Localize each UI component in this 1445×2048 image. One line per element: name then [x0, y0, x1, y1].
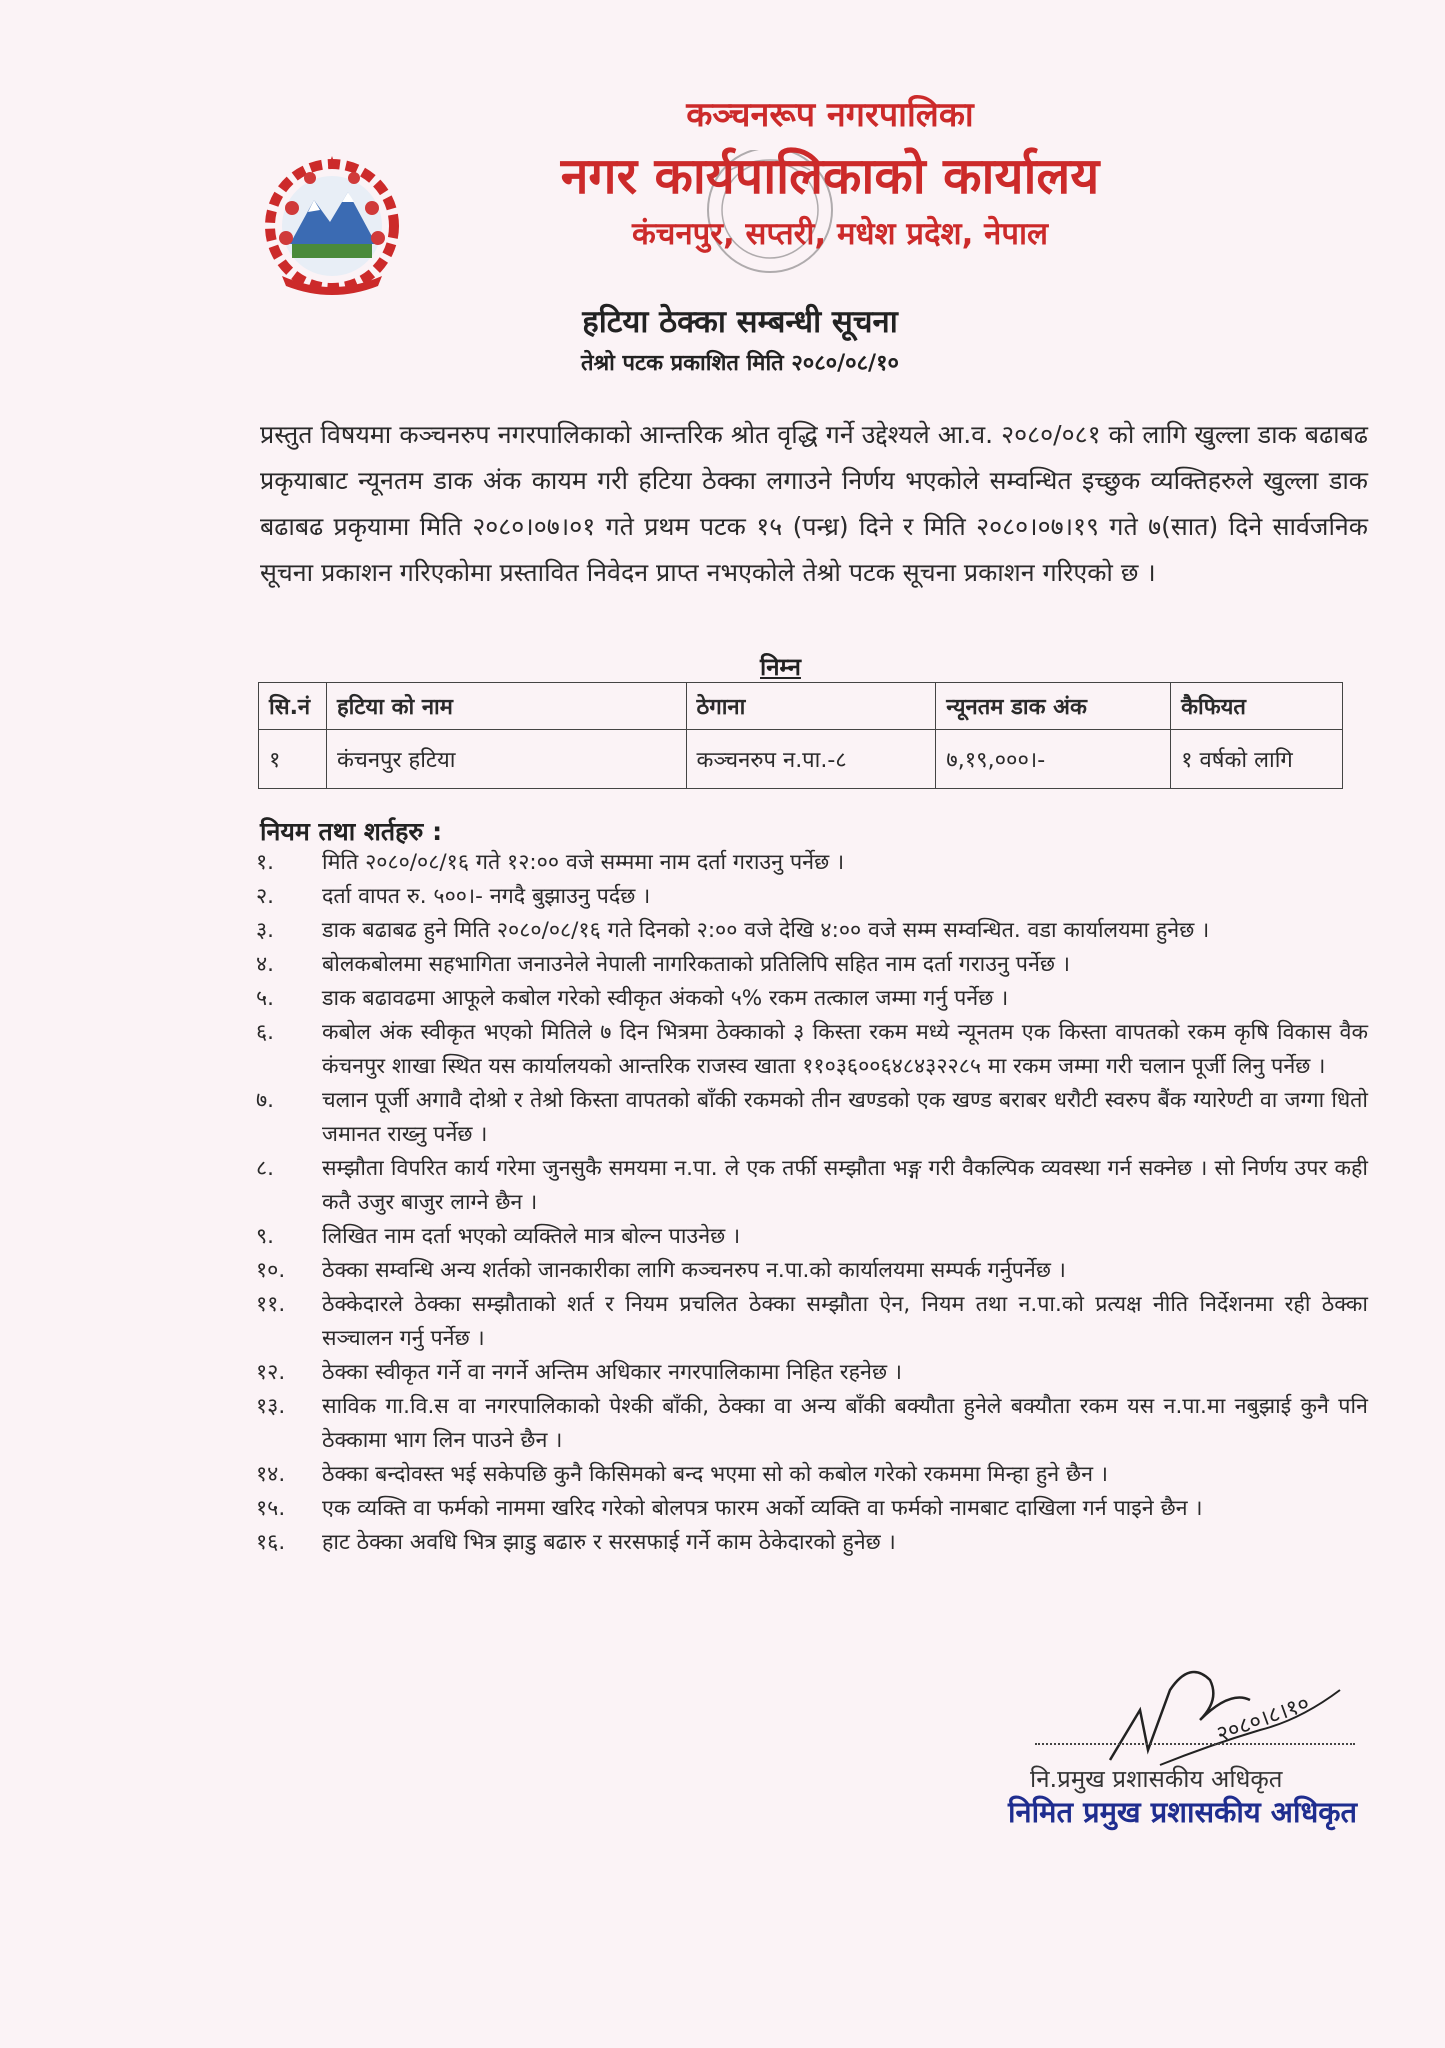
- rule-item: [256, 1254, 1368, 1288]
- rule-number: १५.: [256, 1496, 286, 1521]
- table-cell: १ वर्षको लागि: [1171, 730, 1343, 789]
- rule-number: ११.: [256, 1292, 286, 1317]
- rule-number: १०.: [256, 1258, 286, 1283]
- rule-item: [256, 1152, 1368, 1220]
- table-cell: १: [259, 730, 327, 789]
- rule-number: ३.: [256, 918, 275, 943]
- rule-item: [256, 880, 1368, 914]
- rule-item: [256, 1492, 1368, 1526]
- rule-number: ४.: [256, 952, 275, 977]
- notice-subtitle: तेश्रो पटक प्रकाशित मिति २०८०/०८/१०: [581, 351, 899, 376]
- rules-heading: नियम तथा शर्तहरु :: [260, 817, 443, 846]
- rule-number: १२.: [256, 1360, 286, 1385]
- rule-text: चलान पूर्जी अगावै दोश्रो र तेश्रो किस्ता वापतको बाँकी रकमको तीन खण्डको एक खण्ड बराबर धरौटी स्वरुप बैंक ग्यारेण्टी वा जग्गा धितो जमानत राख्नु पर्नेछ ।: [322, 1088, 1368, 1147]
- rule-item: [256, 1458, 1368, 1492]
- rule-number: १३.: [256, 1394, 286, 1419]
- rule-item: [256, 1390, 1368, 1458]
- municipality-name: कञ्चनरूप नगरपालिका: [686, 95, 974, 135]
- rule-item: [256, 1220, 1368, 1254]
- table-cell: कंचनपुर हटिया: [326, 730, 686, 789]
- rule-text: डाक बढाबढ हुने मिति २०८०/०८/१६ गते दिनको २:०० वजे देखि ४:०० वजे सम्म सम्वन्धित. वडा कार्यालयमा हुनेछ ।: [322, 918, 1210, 943]
- rule-text: ठेक्का सम्वन्धि अन्य शर्तको जानकारीका लागि कञ्चनरुप न.पा.को कार्यालयमा सम्पर्क गर्नुपर्नेछ ।: [322, 1258, 1066, 1283]
- rule-number: ६.: [256, 1020, 275, 1045]
- table-header-cell: न्यूनतम डाक अंक: [936, 683, 1171, 730]
- signature-date: २०८०।८।१०: [1213, 1691, 1313, 1748]
- rule-item: [256, 1526, 1368, 1560]
- rule-item: [256, 948, 1368, 982]
- signature-line: [1035, 1743, 1355, 1745]
- rule-text: ठेक्का बन्दोवस्त भई सकेपछि कुनै किसिमको बन्द भएमा सो को कबोल गरेको रकममा मिन्हा हुने छैन ।: [322, 1462, 1109, 1487]
- rule-number: ८.: [256, 1156, 275, 1181]
- rule-number: ७.: [256, 1088, 275, 1113]
- rule-text: बोलकबोलमा सहभागिता जनाउनेले नेपाली नागरिकताको प्रतिलिपि सहित नाम दर्ता गराउनु पर्नेछ ।: [322, 952, 1070, 977]
- rule-text: एक व्यक्ति वा फर्मको नाममा खरिद गरेको बोलपत्र फारम अर्को व्यक्ति वा फर्मको नामबाट दाखिला गर्न पाइने छैन ।: [322, 1496, 1203, 1521]
- rule-text: ठेक्का स्वीकृत गर्ने वा नगर्ने अन्तिम अधिकार नगरपालिकामा निहित रहनेछ ।: [322, 1360, 903, 1385]
- rule-text: साविक गा.वि.स वा नगरपालिकाको पेश्की बाँकी, ठेक्का वा अन्य बाँकी बक्यौता हुनेले बक्यौता रकम यस न.पा.मा नबुझाई कुनै पनि ठेक्कामा भाग लिन पाउने छैन ।: [322, 1394, 1368, 1453]
- office-address: कंचनपुर, सप्तरी, मधेश प्रदेश, नेपाल: [631, 216, 1049, 252]
- table-header-cell: ठेगाना: [686, 683, 936, 730]
- rule-item: [256, 1016, 1368, 1084]
- rule-number: ५.: [256, 986, 275, 1011]
- nepal-emblem-icon: [252, 148, 412, 300]
- rule-number: १४.: [256, 1462, 286, 1487]
- signer-title: नि.प्रमुख प्रशासकीय अधिकृत: [1030, 1765, 1283, 1793]
- notice-intro-paragraph: प्रस्तुत विषयमा कञ्चनरुप नगरपालिकाको आन्तरिक श्रोत वृद्धि गर्ने उद्देश्यले आ.व. २०८०/०८१ को लागि खुल्ला डाक बढाबढ प्रकृयाबाट न्यूनतम डाक अंक कायम गरी हटिया ठेक्का लगाउने निर्णय भएकोले सम्वन्धित इच्छुक व्यक्तिहरुले खुल्ला डाक बढाबढ प्रकृयामा मिति २०८०।०७।०१ गते प्रथम पटक १५ (पन्ध्र) दिने र मिति २०८०।०७।१९ गते ७(सात) दिने सार्वजनिक सूचना प्रकाशन गरिएकोमा प्रस्तावित निवेदन प्राप्त नभएकोले तेश्रो पटक सूचना प्रकाशन गरिएको छ ।: [260, 420, 1368, 587]
- rule-text: डाक बढावढमा आफूले कबोल गरेको स्वीकृत अंकको ५% रकम तत्काल जम्मा गर्नु पर्नेछ ।: [322, 986, 1009, 1011]
- rule-item: [256, 1356, 1368, 1390]
- rule-item: [256, 1084, 1368, 1152]
- notice-title: हटिया ठेक्का सम्बन्धी सूचना: [582, 304, 898, 340]
- office-name: नगर कार्यपालिकाको कार्यालय: [560, 147, 1100, 205]
- table-header-cell: सि.नं: [259, 683, 327, 730]
- rule-number: १६.: [256, 1530, 286, 1555]
- rule-text: लिखित नाम दर्ता भएको व्यक्तिले मात्र बोल्न पाउनेछ ।: [322, 1224, 741, 1249]
- rule-item: [256, 1288, 1368, 1356]
- handwritten-signature-icon: [1100, 1650, 1360, 1780]
- table-header-row: [259, 683, 1343, 730]
- signer-stamp: निमित प्रमुख प्रशासकीय अधिकृत: [1008, 1795, 1358, 1829]
- rule-text: हाट ठेक्का अवधि भित्र झाडु बढारु र सरसफाई गर्ने काम ठेकेदारको हुनेछ ।: [322, 1530, 896, 1555]
- rule-item: [256, 914, 1368, 948]
- rule-number: २.: [256, 884, 275, 909]
- table-row: [259, 730, 1343, 789]
- rule-text: ठेक्केदारले ठेक्का सम्झौताको शर्त र नियम प्रचलित ठेक्का सम्झौता ऐन, नियम तथा न.पा.को प्रत्यक्ष नीति निर्देशनमा रही ठेक्का सञ्चालन गर्नु पर्नेछ ।: [322, 1292, 1368, 1351]
- rule-number: ९.: [256, 1224, 275, 1249]
- table-caption: निम्न: [760, 653, 801, 681]
- table-cell: कञ्चनरुप न.पा.-८: [686, 730, 936, 789]
- table-header-cell: हटिया को नाम: [326, 683, 686, 730]
- rule-text: दर्ता वापत रु. ५००।- नगदै बुझाउनु पर्दछ ।: [322, 884, 651, 909]
- table-cell: ७,१९,०००।-: [936, 730, 1171, 789]
- rule-item: [256, 982, 1368, 1016]
- rule-text: मिति २०८०/०८/१६ गते १२:०० वजे सम्ममा नाम दर्ता गराउनु पर्नेछ ।: [322, 850, 845, 875]
- table-header-cell: कैफियत: [1171, 683, 1343, 730]
- rule-item: [256, 846, 1368, 880]
- rule-text: कबोल अंक स्वीकृत भएको मितिले ७ दिन भित्रमा ठेक्काको ३ किस्ता रकम मध्ये न्यूनतम एक किस्ता वापतको रकम कृषि विकास वैक कंचनपुर शाखा स्थित यस कार्यालयको आन्तरिक राजस्व खाता ११०३६००६४८४३२२८५ मा रकम जम्मा गरी चलान पूर्जी लिनु पर्नेछ ।: [322, 1020, 1368, 1079]
- rules-list: [256, 846, 1368, 1560]
- hatiya-table: [258, 682, 1343, 789]
- rule-text: सम्झौता विपरित कार्य गरेमा जुनसुकै समयमा न.पा. ले एक तर्फी सम्झौता भङ्ग गरी वैकल्पिक व्यवस्था गर्न सक्नेछ । सो निर्णय उपर कही कतै उजुर बाजुर लाग्ने छैन ।: [322, 1156, 1368, 1215]
- rule-number: १.: [256, 850, 275, 875]
